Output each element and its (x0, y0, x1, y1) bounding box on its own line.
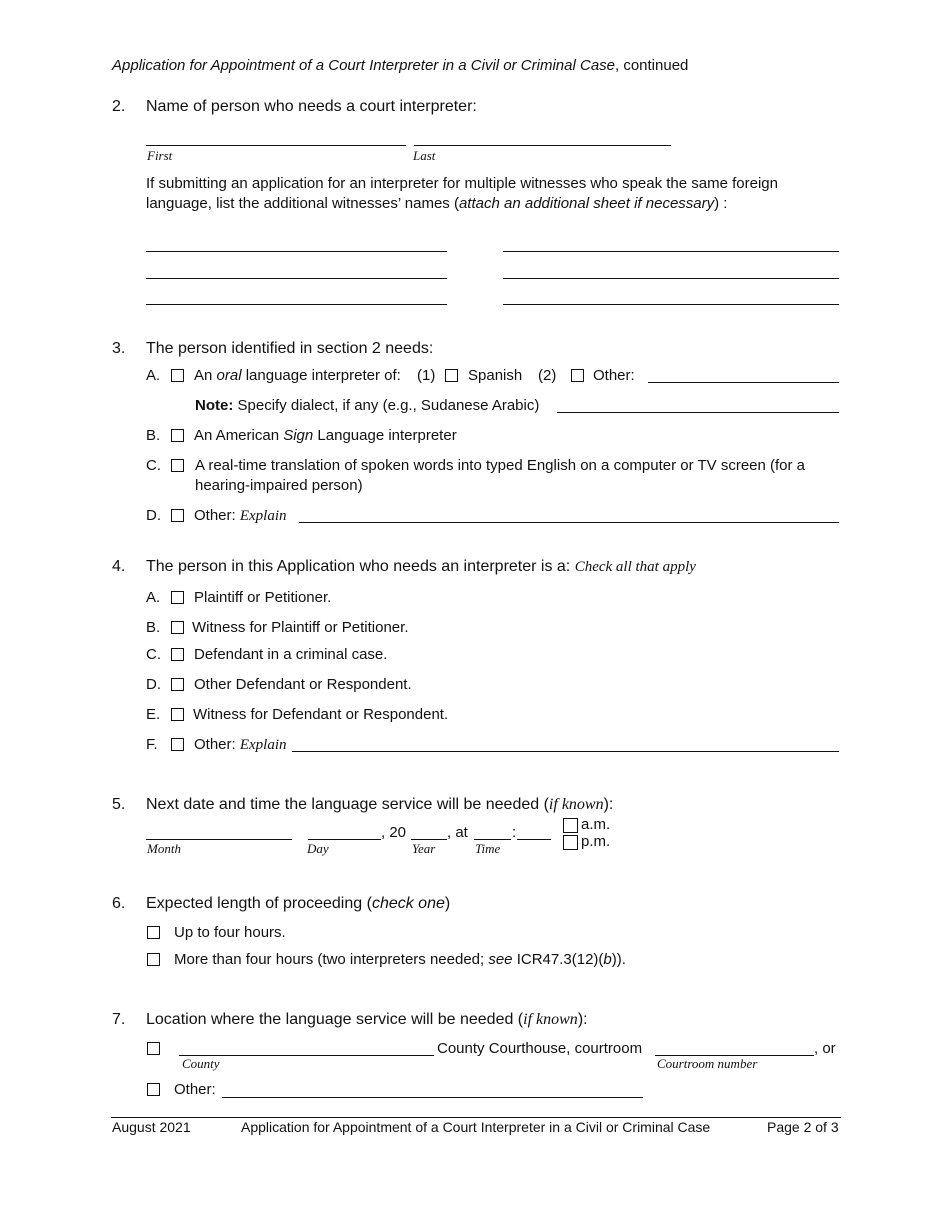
am-checkbox[interactable] (563, 818, 578, 833)
s3-b-letter: B. (146, 427, 161, 444)
s4-b-checkbox[interactable] (171, 621, 184, 634)
opt2-end: )). (611, 951, 626, 968)
witness-note-line1: If submitting an application for an interpreter for multiple witnesses who speak the same foreign (146, 175, 778, 192)
witness-input-3a[interactable] (148, 285, 445, 303)
section-6-question-text: Expected length of proceeding ( (146, 895, 372, 912)
dialect-input[interactable] (559, 393, 837, 411)
or-text: , or (814, 1040, 836, 1057)
s4-a-letter: A. (146, 589, 161, 606)
s4-d-checkbox[interactable] (171, 678, 184, 691)
section-4-question-text: The person in this Application who needs an interpreter is a: (146, 558, 571, 575)
section-7-number: 7. (112, 1011, 126, 1028)
section-6-number: 6. (112, 895, 126, 912)
witness-input-1b[interactable] (505, 232, 837, 250)
section-5-if-known: if known (548, 796, 604, 813)
more-than-four-hours-label (174, 951, 626, 968)
footer-page: Page 2 of 3 (767, 1119, 839, 1135)
witness-line-1b (503, 251, 839, 252)
s4-f-other: Other: (194, 736, 236, 753)
s4-e-letter: E. (146, 706, 161, 723)
courtroom-input[interactable] (657, 1036, 812, 1054)
spanish-checkbox[interactable] (445, 369, 458, 382)
other-location-input[interactable] (224, 1078, 641, 1096)
last-name-line (414, 145, 671, 146)
last-caption: Last (413, 148, 436, 163)
section-3-question: The person identified in section 2 needs: (146, 340, 434, 357)
s3-a-text (194, 367, 401, 384)
minute-line (517, 839, 551, 840)
witness-line-3a (146, 304, 447, 305)
s3-c-checkbox[interactable] (171, 459, 184, 472)
dialect-note-bold: Note: (195, 397, 234, 414)
spanish-label: Spanish (468, 367, 523, 384)
s3-b-sign: Sign (283, 427, 314, 444)
dialect-line (557, 412, 839, 413)
up-to-four-hours-checkbox[interactable] (147, 926, 160, 939)
s4-f-checkbox[interactable] (171, 738, 184, 751)
day-input[interactable] (310, 820, 379, 838)
section-7-question-text: Location where the language service will be needed ( (146, 1011, 524, 1028)
day-caption: Day (307, 841, 329, 856)
s4-f-text (194, 736, 287, 754)
s3-c-letter: C. (146, 457, 161, 474)
first-name-input[interactable] (148, 126, 404, 144)
s3-d-text (194, 507, 287, 525)
check-all-hint: Check all that apply (574, 559, 696, 575)
witness-input-1a[interactable] (148, 232, 445, 250)
section-5-number: 5. (112, 796, 126, 813)
section-5-question (146, 796, 613, 814)
year-input[interactable] (412, 820, 446, 838)
section-4-question (146, 558, 696, 576)
month-input[interactable] (148, 820, 290, 838)
other-language-label: Other: (593, 367, 635, 384)
opt2-b: b (603, 951, 612, 968)
minute-input[interactable] (518, 820, 550, 838)
witness-note-prefix: language, list the additional witnesses’ names ( (146, 195, 459, 212)
s3-b-text1: An American (194, 427, 280, 444)
dialect-note-text: Specify dialect, if any (e.g., Sudanese Arabic) (237, 397, 540, 414)
time-colon: : (512, 824, 517, 841)
s4-b-letter: B. (146, 619, 161, 636)
am-label: a.m. (581, 816, 611, 833)
s3-d-checkbox[interactable] (171, 509, 184, 522)
witness-line-2b (503, 278, 839, 279)
up-to-four-hours-label: Up to four hours. (174, 924, 286, 941)
s3-a-opt1-num: (1) (417, 367, 436, 384)
footer-title: Application for Appointment of a Court Interpreter in a Civil or Criminal Case (241, 1119, 711, 1135)
s4-c-text: Defendant in a criminal case. (194, 646, 388, 663)
s4-e-checkbox[interactable] (171, 708, 184, 721)
month-line (146, 839, 292, 840)
hour-input[interactable] (475, 820, 510, 838)
section-5-question-end: ): (603, 796, 614, 813)
s4-a-text: Plaintiff or Petitioner. (194, 589, 332, 606)
last-name-input[interactable] (416, 126, 669, 144)
s3-a-text1: An (194, 367, 213, 384)
footer-date: August 2021 (112, 1119, 191, 1135)
check-one-hint: check one (371, 895, 445, 912)
s3-a-oral: oral (216, 367, 242, 384)
other-location-line (222, 1097, 643, 1098)
s4-c-checkbox[interactable] (171, 648, 184, 661)
s4-c-letter: C. (146, 646, 161, 663)
opt2-see: see (488, 951, 513, 968)
pm-checkbox[interactable] (563, 835, 578, 850)
s3-a-letter: A. (146, 367, 161, 384)
pm-label: p.m. (581, 833, 611, 850)
section-3-number: 3. (112, 340, 126, 357)
other-language-input[interactable] (650, 363, 837, 381)
s4-f-letter: F. (146, 736, 158, 753)
s4-d-letter: D. (146, 676, 161, 693)
first-caption: First (147, 148, 173, 163)
footer-rule (111, 1117, 841, 1118)
section-7-question-end: ): (577, 1011, 588, 1028)
witness-line-3b (503, 304, 839, 305)
other-language-line (648, 382, 839, 383)
s3-b-checkbox[interactable] (171, 429, 184, 442)
courthouse-checkbox[interactable] (147, 1042, 160, 1055)
section-5-question-text: Next date and time the language service will be needed ( (146, 796, 549, 813)
s4-a-checkbox[interactable] (171, 591, 184, 604)
other-location-label: Other: (174, 1081, 216, 1098)
s3-d-other: Other: (194, 507, 236, 524)
witness-line-2a (146, 278, 447, 279)
courthouse-text: County Courthouse, courtroom (437, 1040, 643, 1057)
header-title: Application for Appointment of a Court Interpreter in a Civil or Criminal Case (112, 57, 615, 74)
county-input[interactable] (181, 1036, 432, 1054)
other-location-checkbox[interactable] (147, 1083, 160, 1096)
s3-a-text2: language interpreter of: (245, 367, 401, 384)
first-name-line (146, 145, 406, 146)
s3-b-text (194, 427, 457, 444)
comma-20: , 20 (381, 824, 407, 841)
s4-f-input[interactable] (294, 732, 837, 750)
section-7-question (146, 1011, 588, 1029)
month-caption: Month (147, 841, 181, 856)
s3-b-text2: Language interpreter (317, 427, 457, 444)
s3-d-line (299, 522, 839, 523)
hour-line (474, 839, 511, 840)
year-caption: Year (412, 841, 436, 856)
section-6-question-end: ) (444, 895, 451, 912)
witness-note-suffix: ) : (714, 195, 728, 212)
witness-input-2b[interactable] (505, 259, 837, 277)
witness-line-1a (146, 251, 447, 252)
s4-f-line (292, 751, 839, 752)
s3-d-explain: Explain (239, 508, 287, 524)
s4-f-explain: Explain (239, 737, 287, 753)
section-6-question (146, 895, 450, 913)
witness-input-2a[interactable] (148, 259, 445, 277)
s4-e-text: Witness for Defendant or Respondent. (193, 706, 449, 723)
opt2-prefix: More than four hours (two interpreters needed; (174, 951, 485, 968)
section-2-question: Name of person who needs a court interpreter: (146, 98, 477, 115)
s3-d-input[interactable] (301, 503, 837, 521)
witness-note-italic: attach an additional sheet if necessary (458, 195, 715, 212)
header-suffix: , continued (615, 57, 689, 74)
day-line (308, 839, 381, 840)
year-line (411, 839, 447, 840)
witness-input-3b[interactable] (505, 285, 837, 303)
dialect-note (195, 397, 539, 414)
section-7-if-known: if known (523, 1011, 578, 1028)
courtroom-caption: Courtroom number (657, 1056, 758, 1071)
s3-a-checkbox[interactable] (171, 369, 184, 382)
s4-b-text: Witness for Plaintiff or Petitioner. (192, 619, 409, 636)
s3-c-line1: A real-time translation of spoken words into typed English on a computer or TV screen (for a (195, 457, 806, 474)
s3-d-letter: D. (146, 507, 161, 524)
section-4-number: 4. (112, 558, 126, 575)
time-caption: Time (475, 841, 501, 856)
s4-d-text: Other Defendant or Respondent. (194, 676, 412, 693)
s3-c-line2: hearing-impaired person) (195, 477, 363, 494)
section-2-number: 2. (112, 98, 126, 115)
comma-at: , at (447, 824, 468, 841)
other-language-checkbox[interactable] (571, 369, 584, 382)
witness-note-line2 (146, 195, 727, 212)
opt2-ref: ICR47.3(12)( (516, 951, 604, 968)
county-caption: County (182, 1056, 220, 1071)
s3-a-opt2-num: (2) (538, 367, 557, 384)
page-header (112, 57, 688, 74)
more-than-four-hours-checkbox[interactable] (147, 953, 160, 966)
